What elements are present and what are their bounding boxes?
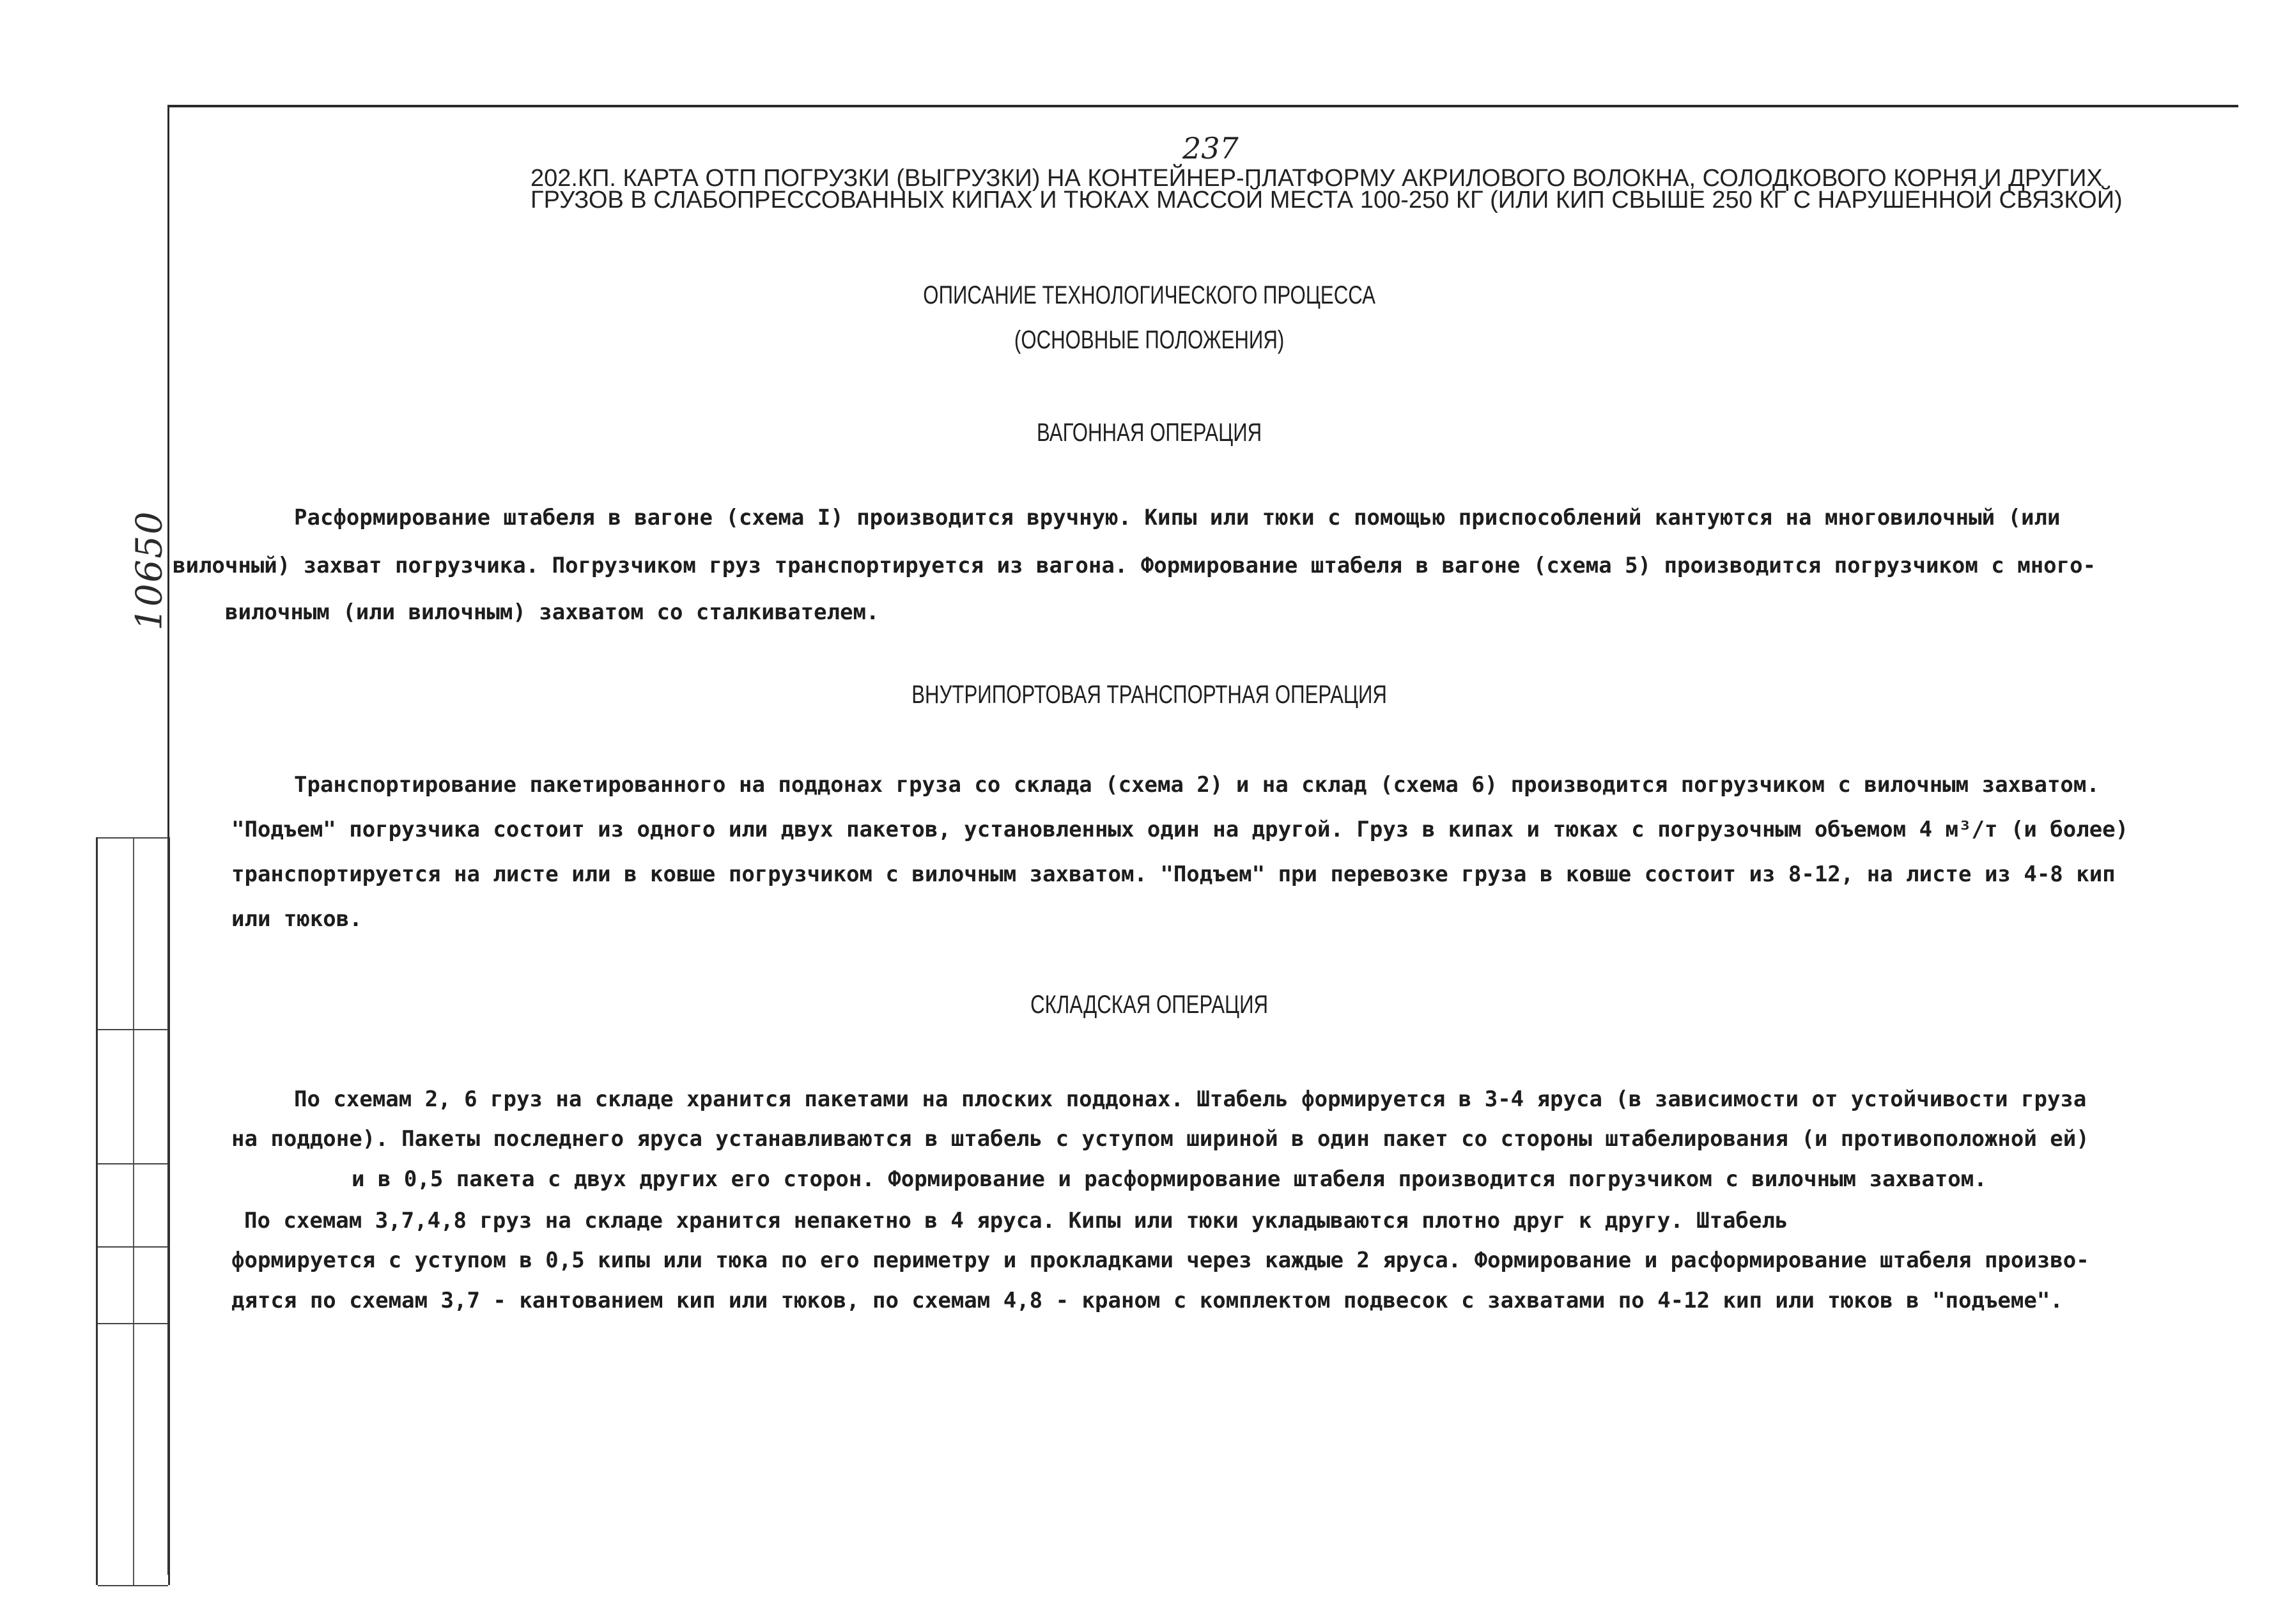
- title-line-1: 202.КП. КАРТА ОТП ПОГРУЗКИ (ВЫГРУЗКИ) НА КОНТЕЙНЕР-ПЛАТФОРМУ АКРИЛОВОГО ВОЛОКНА, СОЛОДКОВОГО КОРНЯ И ДРУГИХ: [530, 165, 2103, 192]
- stamp-row: [98, 1163, 168, 1164]
- heading-transport-operation: ВНУТРИПОРТОВАЯ ТРАНСПОРТНАЯ ОПЕРАЦИЯ: [911, 681, 1387, 709]
- title-line-2: ГРУЗОВ В СЛАБОПРЕССОВАННЫХ КИПАХ И ТЮКАХ МАССОЙ МЕСТА 100-250 КГ (ИЛИ КИП СВЫШЕ 250 КГ С НАРУШЕННОЙ СВЯЗКОЙ): [530, 187, 2123, 213]
- stamp-divider: [133, 837, 134, 1585]
- top-border-line: [167, 105, 2238, 107]
- paragraph-line: По схемам 3,7,4,8 груз на складе хранится непакетно в 4 яруса. Кипы или тюки укладываются плотно друг к другу. Штабель: [244, 1208, 1788, 1233]
- heading-warehouse-operation: СКЛАДСКАЯ ОПЕРАЦИЯ: [1030, 991, 1269, 1019]
- paragraph-line: и в 0,5 пакета с двух других его сторон. Формирование и расформирование штабеля производится погрузчиком с вилочным захватом.: [352, 1166, 1987, 1192]
- paragraph-line: По схемам 2, 6 груз на складе хранится пакетами на плоских поддонах. Штабель формируется в 3-4 яруса (в зависимости от устойчивости груза: [294, 1087, 2087, 1112]
- paragraph-line: Транспортирование пакетированного на поддонах груза со склада (схема 2) и на склад (схема 6) производится погрузчиком с вилочным захватом.: [294, 772, 2100, 798]
- paragraph-line: "Подъем" погрузчика состоит из одного или двух пакетов, установленных один на другой. Груз в кипах и тюках с погрузочным объемом 4 м³/т (и более): [231, 817, 2129, 842]
- margin-stamp-table: [96, 837, 170, 1585]
- paragraph-line: формируется с уступом в 0,5 кипы или тюка по его периметру и прокладками через каждые 2 яруса. Формирование и расформирование штабеля произво-: [231, 1248, 2089, 1273]
- paragraph-line: вилочным (или вилочным) захватом со сталкивателем.: [225, 599, 879, 625]
- stamp-row: [98, 1246, 168, 1248]
- side-inventory-number: 10650: [128, 510, 171, 631]
- paragraph-line: на поддоне). Пакеты последнего яруса устанавливаются в штабель с уступом шириной в один пакет со стороны штабелирования (и противоположной ей): [231, 1126, 2089, 1152]
- paragraph-line: вилочный) захват погрузчика. Погрузчиком груз транспортируется из вагона. Формирование штабеля в вагоне (схема 5) производится погрузчиком с много-: [173, 553, 2096, 578]
- stamp-row: [98, 1585, 168, 1586]
- paragraph-line: Расформирование штабеля в вагоне (схема I) производится вручную. Кипы или тюки с помощью приспособлений кантуются на многовилочный (или: [294, 505, 2061, 530]
- document-title: [530, 167, 2167, 211]
- stamp-row: [98, 1323, 168, 1324]
- heading-description: ОПИСАНИЕ ТЕХНОЛОГИЧЕСКОГО ПРОЦЕССА: [923, 281, 1375, 309]
- paragraph-line: транспортируется на листе или в ковше погрузчиком с вилочным захватом. "Подъем" при перевозке груза в ковше состоит из 8-12, на листе из 4-8 кип: [231, 862, 2116, 887]
- heading-basics: (ОСНОВНЫЕ ПОЛОЖЕНИЯ): [1014, 326, 1285, 354]
- stamp-row: [98, 837, 168, 839]
- stamp-row: [98, 1029, 168, 1030]
- paragraph-line: или тюков.: [231, 906, 362, 932]
- paragraph-line: дятся по схемам 3,7 - кантованием кип или тюков, по схемам 4,8 - краном с комплектом подвесок с захватами по 4-12 кип или тюков в "подъеме".: [231, 1288, 2063, 1313]
- heading-wagon-operation: ВАГОННАЯ ОПЕРАЦИЯ: [1037, 419, 1262, 447]
- page-number: 237: [1182, 131, 1239, 166]
